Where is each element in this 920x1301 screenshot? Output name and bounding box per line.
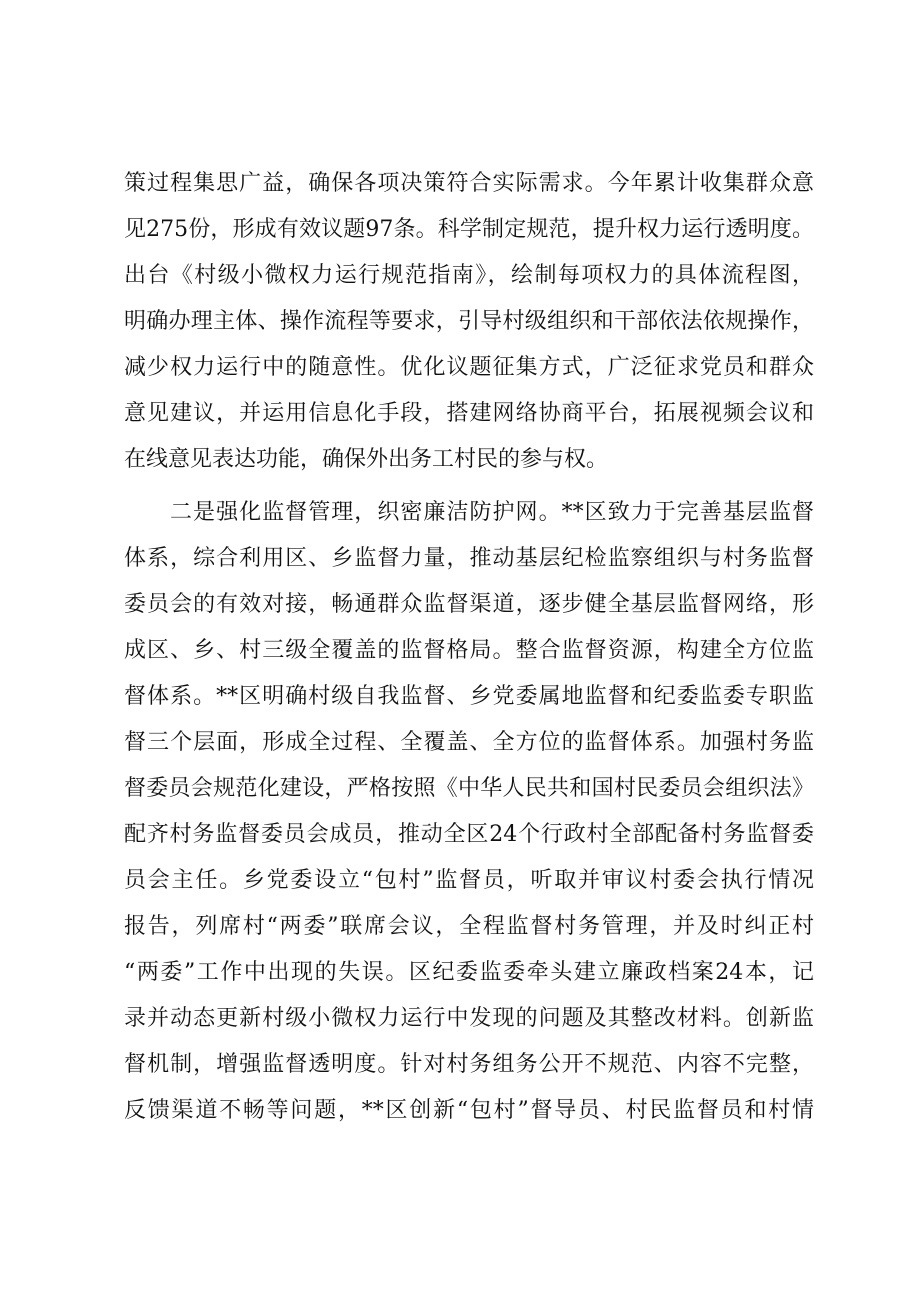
body-text-line: 督三个层面，形成全过程、全覆盖、全方位的监督体系。加强村务监 bbox=[124, 730, 814, 755]
body-text-line: 员会主任。乡党委设立“包村”监督员，听取并审议村委会执行情况 bbox=[124, 868, 814, 893]
body-text-line: “两委”工作中出现的失误。区纪委监委牵头建立廉政档案24本，记 bbox=[124, 960, 814, 985]
body-text-line: 配齐村务监督委员会成员，推动全区24个行政村全部配备村务监督委 bbox=[124, 822, 814, 847]
body-text-line: 出台《村级小微权力运行规范指南》，绘制每项权力的具体流程图， bbox=[124, 263, 814, 288]
body-text-line: 委员会的有效对接，畅通群众监督渠道，逐步健全基层监督网络，形 bbox=[124, 592, 814, 617]
body-text-line: 意见建议，并运用信息化手段，搭建网络协商平台，拓展视频会议和 bbox=[124, 401, 814, 426]
body-text-line: 明确办理主体、操作流程等要求，引导村级组织和干部依法依规操作， bbox=[124, 309, 814, 334]
body-text-line: 见275份，形成有效议题97条。科学制定规范，提升权力运行透明度。 bbox=[124, 217, 814, 242]
body-text-line: 督机制，增强监督透明度。针对村务组务公开不规范、内容不完整， bbox=[124, 1052, 814, 1077]
body-text-line: 减少权力运行中的随意性。优化议题征集方式，广泛征求党员和群众 bbox=[124, 355, 814, 380]
body-text-line: 体系，综合利用区、乡监督力量，推动基层纪检监察组织与村务监督 bbox=[124, 546, 814, 571]
body-text-line: 反馈渠道不畅等问题，**区创新“包村”督导员、村民监督员和村情 bbox=[124, 1098, 814, 1123]
body-text-line: 策过程集思广益，确保各项决策符合实际需求。今年累计收集群众意 bbox=[124, 171, 814, 196]
body-text-line: 督体系。**区明确村级自我监督、乡党委属地监督和纪委监委专职监 bbox=[124, 684, 814, 709]
paragraph-first-line: 二是强化监督管理，织密廉洁防护网。**区致力于完善基层监督 bbox=[170, 500, 814, 525]
body-text-line: 录并动态更新村级小微权力运行中发现的问题及其整改材料。创新监 bbox=[124, 1006, 814, 1031]
body-text-line: 报告，列席村“两委”联席会议，全程监督村务管理，并及时纠正村 bbox=[124, 914, 814, 939]
body-text-line: 督委员会规范化建设，严格按照《中华人民共和国村民委员会组织法》 bbox=[124, 776, 814, 801]
body-text-line: 成区、乡、村三级全覆盖的监督格局。整合监督资源，构建全方位监 bbox=[124, 638, 814, 663]
body-text-line: 在线意见表达功能，确保外出务工村民的参与权。 bbox=[124, 447, 609, 472]
